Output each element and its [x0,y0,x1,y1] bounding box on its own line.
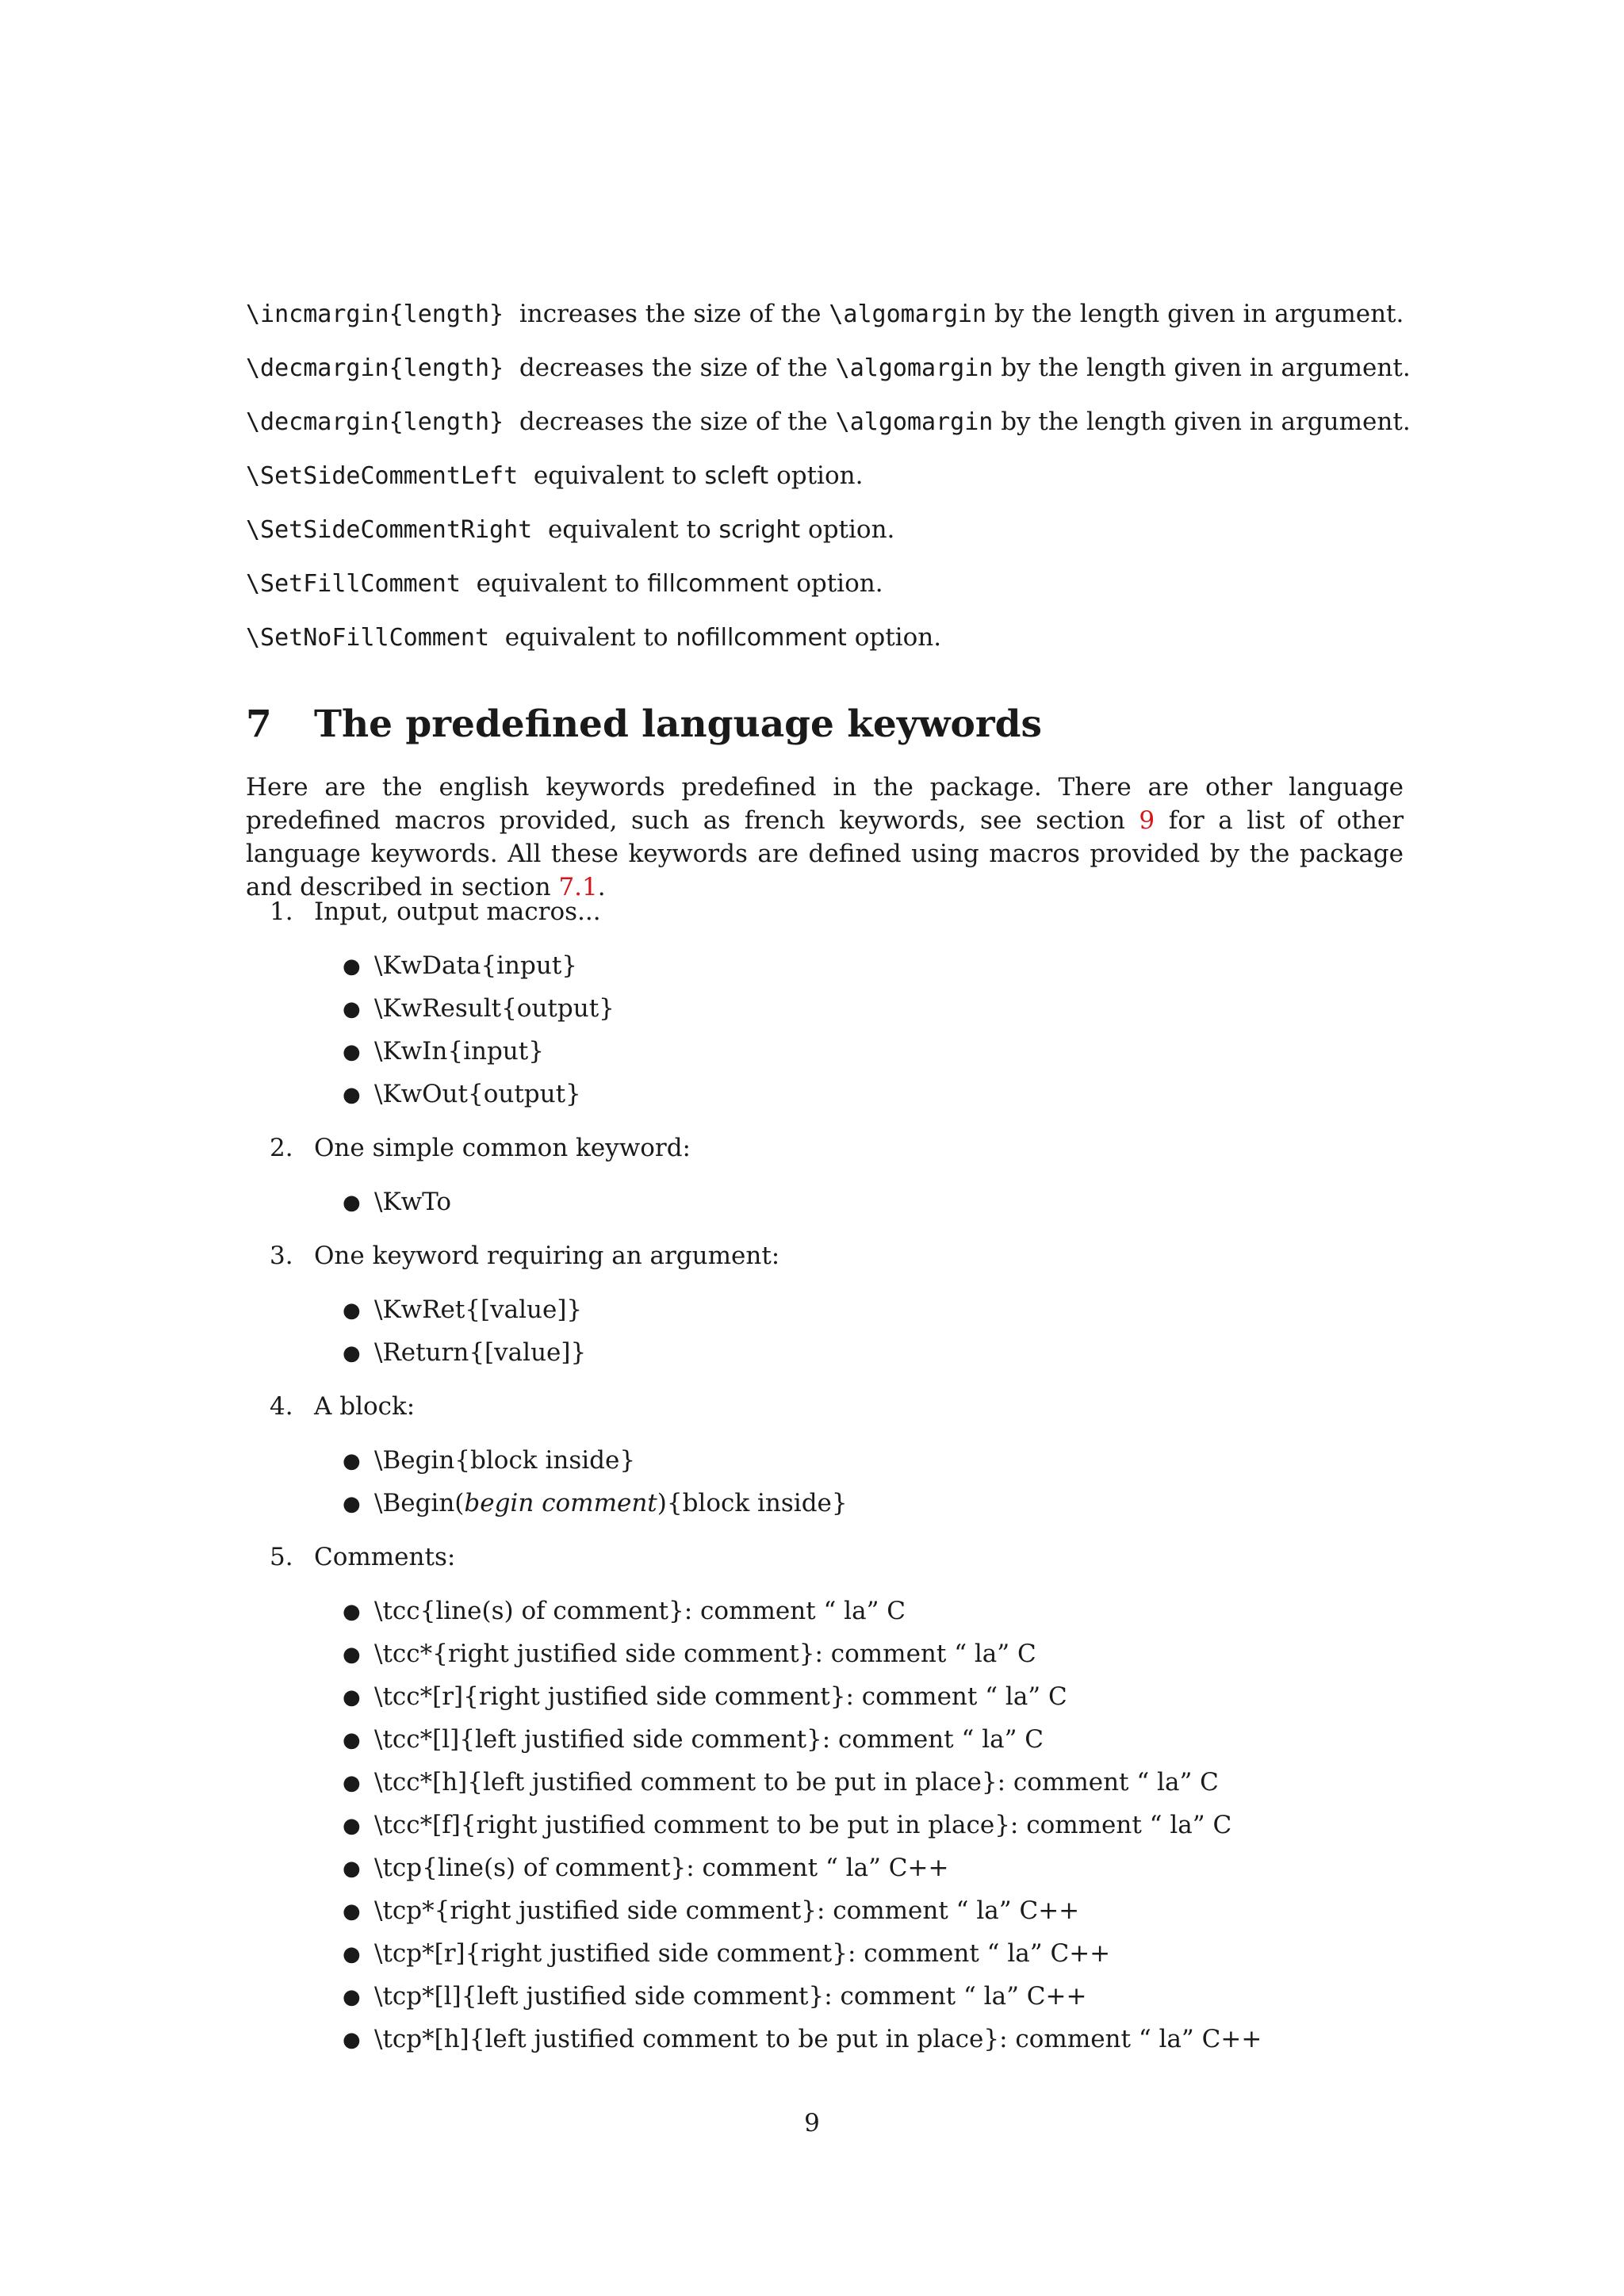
bullet-icon: ● [343,1600,361,1624]
bullet-item: ● \KwResult{output} [343,993,615,1025]
bullet-icon: ● [343,1728,361,1752]
definition-incmargin: \incmargin{length} increases the size of the \algomargin by the length given in argument. [246,300,1404,328]
section-title-text: The predefined language keywords [314,702,1042,746]
option-name: scright [718,516,801,544]
bullet-item: ● \tcc*[l]{left justified side comment}: comment “ la” C [343,1724,1044,1756]
bullet-item: ● \tcc*[h]{left justified comment to be put in place}: comment “ la” C [343,1766,1219,1799]
bullet-item: ● \tcp*{right justified side comment}: comment “ la” C++ [343,1895,1079,1927]
command-name: \incmargin{length} [246,300,504,328]
bullet-icon: ● [343,1857,361,1881]
bullet-item: ● \tcp{line(s) of comment}: comment “ la” C++ [343,1852,948,1885]
bullet-item: ● \tcc*{right justified side comment}: comment “ la” C [343,1638,1036,1670]
section-link-7-1[interactable]: 7.1 [558,873,598,901]
definition-decmargin: \decmargin{length} decreases the size of the \algomargin by the length given in argument. [246,354,1411,382]
bullet-icon: ● [343,1985,361,2009]
command-name: \decmargin{length} [246,408,504,436]
bullet-icon: ● [343,1299,361,1322]
bullet-item: ● \tcc*[f]{right justified comment to be put in place}: comment “ la” C [343,1809,1231,1842]
bullet-icon: ● [343,1771,361,1795]
bullet-icon: ● [343,1083,361,1107]
bullet-icon: ● [343,1492,361,1516]
list-item: 5. Comments: [270,1543,456,1571]
bullet-icon: ● [343,1191,361,1215]
command-name: \SetSideCommentLeft [246,462,519,490]
section-link-9[interactable]: 9 [1139,806,1155,835]
bullet-icon: ● [343,1814,361,1838]
definition-setsidecommentleft: \SetSideCommentLeft equivalent to scleft option. [246,461,864,490]
bullet-item: ● \KwIn{input} [343,1035,544,1068]
intro-paragraph: Here are the english keywords predefined in the package. There are other language predefined macros provided, such as french keywords, see section 9 for a list of other language keywords. All these keywords are defined using macros provided by the package and described in section 7.1. [246,773,1404,901]
definition-decmargin-repeat: \decmargin{length} decreases the size of the \algomargin by the length given in argument. [246,408,1411,436]
list-item: 2. One simple common keyword: [270,1134,691,1162]
bullet-item: ● \tcc*[r]{right justified side comment}: comment “ la” C [343,1681,1067,1713]
definition-setnofillcomment: \SetNoFillComment equivalent to nofillcomment option. [246,623,942,652]
bullet-item: ● \KwData{input} [343,950,577,982]
bullet-icon: ● [343,1686,361,1709]
bullet-item: ● \Begin(begin comment){block inside} [343,1487,848,1520]
bullet-item: ● \KwTo [343,1186,451,1219]
bullet-item: ● \tcc{line(s) of comment}: comment “ la” C [343,1595,906,1628]
definition-setfillcomment: \SetFillComment equivalent to fillcomment option. [246,569,883,598]
bullet-icon: ● [343,955,361,978]
bullet-item: ● \tcp*[l]{left justified side comment}: comment “ la” C++ [343,1980,1086,2013]
definition-setsidecommentright: \SetSideCommentRight equivalent to scright option. [246,515,895,544]
bullet-item: ● \KwOut{output} [343,1078,581,1111]
section-heading [246,701,1042,748]
command-name: \SetFillComment [246,570,461,598]
option-name: nofillcomment [676,624,847,652]
list-item: 3. One keyword requiring an argument: [270,1242,780,1270]
bullet-item: ● \tcp*[h]{left justified comment to be put in place}: comment “ la” C++ [343,2023,1262,2056]
bullet-icon: ● [343,1449,361,1473]
page-number: 9 [804,2109,820,2137]
option-name: scleft [704,462,769,490]
bullet-icon: ● [343,997,361,1021]
bullet-icon: ● [343,1341,361,1365]
bullet-item: ● \Return{[value]} [343,1337,586,1369]
section-number: 7 [246,702,272,746]
command-name: \SetSideCommentRight [246,516,533,544]
option-name: fillcomment [647,570,789,598]
list-item: 1. Input, output macros... [270,897,601,926]
list-item: 4. A block: [270,1392,416,1421]
bullet-icon: ● [343,1643,361,1667]
bullet-icon: ● [343,1900,361,1923]
bullet-icon: ● [343,2028,361,2052]
bullet-icon: ● [343,1040,361,1064]
bullet-item: ● \KwRet{[value]} [343,1294,582,1326]
bullet-icon: ● [343,1942,361,1966]
command-name: \decmargin{length} [246,354,504,382]
command-name: \SetNoFillComment [246,624,490,652]
bullet-item: ● \Begin{block inside} [343,1445,635,1477]
bullet-item: ● \tcp*[r]{right justified side comment}: comment “ la” C++ [343,1938,1110,1970]
